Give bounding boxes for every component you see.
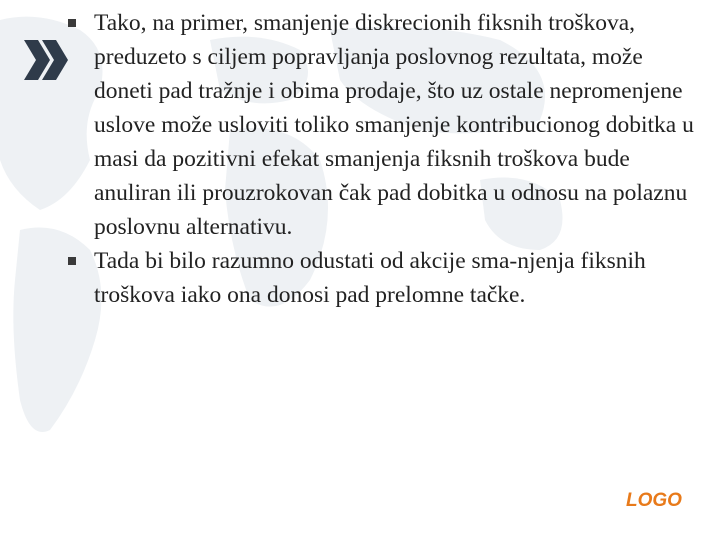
slide-body	[62, 6, 702, 312]
bullet-text-1: Tako, na primer, smanjenje diskrecionih fiksnih troškova, preduzeto s ciljem popravljanja poslovnog rezultata, može doneti pad tražnje i obima prodaje, što uz ostale nepromenjene uslove može usloviti toliko smanjenje kontribucionog dobitka u masi da pozitivni efekat smanjenja fiksnih troškova bude anuliran ili prouzrokovan čak pad dobitka u odnosu na polaznu poslovnu alternativu.	[94, 10, 694, 240]
bullet-item-2	[62, 244, 702, 312]
bullet-item-1	[62, 6, 702, 244]
bullet-text-2: Tada bi bilo razumno odustati od akcije sma-njenja fiksnih troškova iako ona donosi pad prelomne tačke.	[94, 248, 646, 308]
logo: LOGO	[626, 490, 682, 511]
square-bullet-icon	[68, 19, 76, 27]
square-bullet-icon	[68, 257, 76, 265]
